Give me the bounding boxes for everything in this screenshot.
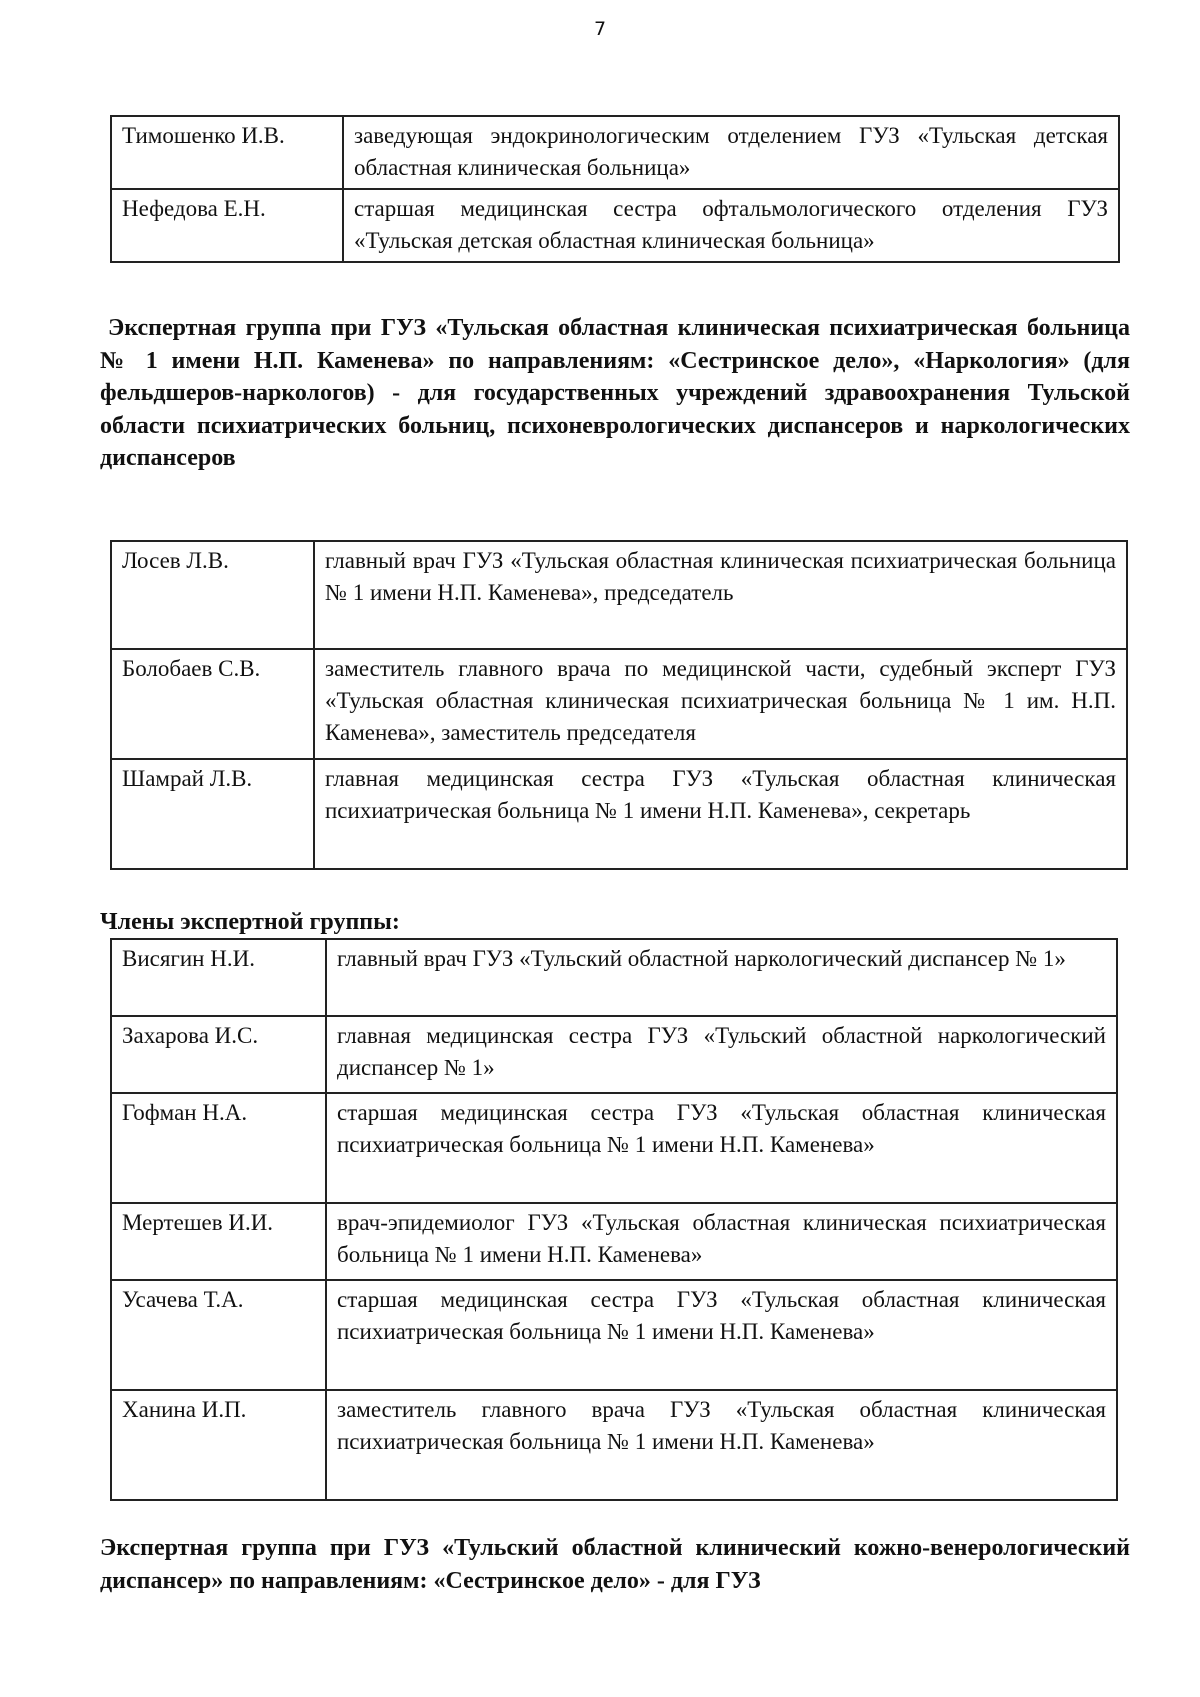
member-role: заместитель главного врача ГУЗ «Тульская областная клиническая психиатрическая больница № 1 имени Н.П. Каменева» — [326, 1390, 1117, 1500]
member-name: Захарова И.С. — [111, 1016, 326, 1093]
member-role: врач-эпидемиолог ГУЗ «Тульская областная клиническая психиатрическая больница № 1 имени Н.П. Каменева» — [326, 1203, 1117, 1280]
psychiatric-leadership-table — [110, 540, 1128, 870]
member-role: старшая медицинская сестра ГУЗ «Тульская областная клиническая психиатрическая больница № 1 имени Н.П. Каменева» — [326, 1280, 1117, 1390]
member-name: Шамрай Л.В. — [111, 759, 314, 869]
member-name: Мертешев И.И. — [111, 1203, 326, 1280]
expert-group-members-table — [110, 938, 1118, 1501]
page-number: 7 — [593, 18, 607, 40]
table-row — [111, 759, 1127, 869]
member-name: Тимошенко И.В. — [111, 116, 343, 189]
member-name: Усачева Т.А. — [111, 1280, 326, 1390]
member-name: Болобаев С.В. — [111, 649, 314, 759]
member-name: Висягин Н.И. — [111, 939, 326, 1016]
member-role: заместитель главного врача по медицинской части, судебный эксперт ГУЗ «Тульская областная клиническая психиатрическая больница № 1 им. Н.П. Каменева», заместитель председателя — [314, 649, 1127, 759]
member-name: Нефедова Е.Н. — [111, 189, 343, 262]
table-row — [111, 1203, 1117, 1280]
table-row — [111, 649, 1127, 759]
table-row — [111, 1280, 1117, 1390]
table-row — [111, 1093, 1117, 1203]
table-row — [111, 1390, 1117, 1500]
member-role: главный врач ГУЗ «Тульский областной наркологический диспансер № 1» — [326, 939, 1117, 1016]
endocrinology-members-table — [110, 115, 1120, 263]
table-row — [111, 189, 1119, 262]
member-role: старшая медицинская сестра ГУЗ «Тульская областная клиническая психиатрическая больница № 1 имени Н.П. Каменева» — [326, 1093, 1117, 1203]
member-role: главная медицинская сестра ГУЗ «Тульская областная клиническая психиатрическая больница № 1 имени Н.П. Каменева», секретарь — [314, 759, 1127, 869]
table-row — [111, 1016, 1117, 1093]
member-role: главный врач ГУЗ «Тульская областная клиническая психиатрическая больница № 1 имени Н.П. Каменева», председатель — [314, 541, 1127, 649]
table-row — [111, 939, 1117, 1016]
member-name: Гофман Н.А. — [111, 1093, 326, 1203]
section-heading-dermatology-group: Экспертная группа при ГУЗ «Тульский областной клинический кожно-венерологический диспансер» по направлениям: «Сестринское дело» - для ГУЗ — [100, 1535, 1130, 1594]
table-row — [111, 541, 1127, 649]
member-role: главная медицинская сестра ГУЗ «Тульский областной наркологический диспансер № 1» — [326, 1016, 1117, 1093]
table-row — [111, 116, 1119, 189]
member-name: Ханина И.П. — [111, 1390, 326, 1500]
member-role: старшая медицинская сестра офтальмологического отделения ГУЗ «Тульская детская областная клиническая больница» — [343, 189, 1119, 262]
members-heading: Члены экспертной группы: — [100, 909, 400, 935]
section-heading-psychiatric-group: Экспертная группа при ГУЗ «Тульская областная клиническая психиатрическая больница № 1 имени Н.П. Каменева» по направлениям: «Сестринское дело», «Наркология» (для фельдшеров-наркологов) - для государственных учреждений здравоохранения Тульской области психиатрических больниц, психоневрологических диспансеров и наркологических диспансеров — [100, 315, 1130, 471]
member-name: Лосев Л.В. — [111, 541, 314, 649]
member-role: заведующая эндокринологическим отделением ГУЗ «Тульская детская областная клиническая больница» — [343, 116, 1119, 189]
